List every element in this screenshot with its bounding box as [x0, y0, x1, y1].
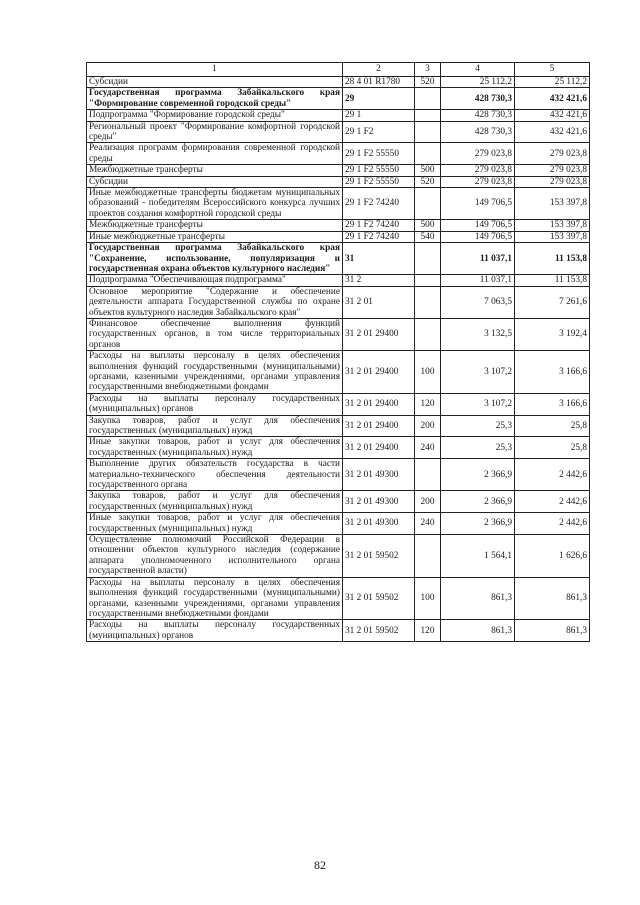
- row-code-cell: 28 4 01 R1780: [343, 77, 415, 88]
- row-value-2025-cell: 279 023,8: [441, 143, 515, 165]
- row-value-2025-cell: 279 023,8: [441, 165, 515, 176]
- row-name-cell: Основное мероприятие "Содержание и обеспечение деятельности аппарата Государственной службы по охране объектов культурного наследия Забайкальского края": [87, 286, 343, 318]
- table-row: [87, 275, 590, 286]
- row-name-cell: Финансовое обеспечение выполнения функций государственных органов, в том числе территориальных органов: [87, 318, 343, 350]
- row-vr-cell: [415, 459, 441, 491]
- table-row: [87, 243, 590, 275]
- row-code-cell: 31 2 01 49300: [343, 491, 415, 513]
- row-vr-cell: [415, 535, 441, 578]
- row-code-cell: 29 1 F2 74240: [343, 231, 415, 242]
- table-row: [87, 620, 590, 642]
- table-row: [87, 220, 590, 231]
- row-value-2026-cell: 25 112,2: [515, 77, 590, 88]
- row-value-2026-cell: 861,3: [515, 577, 590, 620]
- row-value-2025-cell: 149 706,5: [441, 188, 515, 220]
- table-row: [87, 165, 590, 176]
- col-header-1: 1: [87, 63, 343, 77]
- table-row: [87, 231, 590, 242]
- row-value-2025-cell: 25 112,2: [441, 77, 515, 88]
- row-value-2026-cell: 432 421,6: [515, 110, 590, 121]
- row-vr-cell: [415, 243, 441, 275]
- row-code-cell: 31 2 01 59502: [343, 620, 415, 642]
- row-vr-cell: [415, 188, 441, 220]
- row-code-cell: 29 1 F2 74240: [343, 220, 415, 231]
- row-value-2026-cell: 2 442,6: [515, 459, 590, 491]
- page-number: 82: [314, 858, 326, 872]
- row-value-2025-cell: 7 063,5: [441, 286, 515, 318]
- row-value-2026-cell: 3 192,4: [515, 318, 590, 350]
- col-header-5: 5: [515, 63, 590, 77]
- row-value-2026-cell: 279 023,8: [515, 143, 590, 165]
- row-code-cell: 31 2 01 49300: [343, 459, 415, 491]
- table-row: [87, 577, 590, 620]
- row-name-cell: Выполнение других обязательств государства в части материально-технического обеспечения деятельности государственного органа: [87, 459, 343, 491]
- row-value-2025-cell: 861,3: [441, 620, 515, 642]
- row-vr-cell: [415, 110, 441, 121]
- row-value-2026-cell: 861,3: [515, 620, 590, 642]
- row-value-2025-cell: 428 730,3: [441, 121, 515, 143]
- row-code-cell: 31 2 01 29400: [343, 318, 415, 350]
- row-name-cell: Расходы на выплаты персоналу в целях обеспечения выполнения функций государственными (муниципальными) органами, казенными учреждениями, органами управления государственными внебюджетными фондами: [87, 351, 343, 394]
- row-code-cell: 29: [343, 88, 415, 110]
- row-name-cell: Межбюджетные трансферты: [87, 220, 343, 231]
- row-vr-cell: 540: [415, 231, 441, 242]
- row-vr-cell: 120: [415, 620, 441, 642]
- row-name-cell: Межбюджетные трансферты: [87, 165, 343, 176]
- row-name-cell: Подпрограмма "Формирование городской среды": [87, 110, 343, 121]
- row-value-2025-cell: 3 132,5: [441, 318, 515, 350]
- row-vr-cell: [415, 286, 441, 318]
- table-body: [87, 63, 590, 642]
- table-row: [87, 491, 590, 513]
- row-name-cell: Иные межбюджетные трансферты: [87, 231, 343, 242]
- row-name-cell: Расходы на выплаты персоналу государственных (муниципальных) органов: [87, 620, 343, 642]
- row-name-cell: Расходы на выплаты персоналу в целях обеспечения выполнения функций государственными (муниципальными) органами, казенными учреждениями, органами управления государственными внебюджетными фондами: [87, 577, 343, 620]
- table-row: [87, 188, 590, 220]
- row-value-2025-cell: 25,3: [441, 437, 515, 459]
- row-name-cell: Региональный проект "Формирование комфортной городской среды": [87, 121, 343, 143]
- row-code-cell: 31 2 01: [343, 286, 415, 318]
- row-code-cell: 29 1 F2: [343, 121, 415, 143]
- row-value-2025-cell: 861,3: [441, 577, 515, 620]
- row-value-2025-cell: 25,3: [441, 415, 515, 437]
- row-value-2025-cell: 3 107,2: [441, 393, 515, 415]
- row-value-2026-cell: 432 421,6: [515, 121, 590, 143]
- row-value-2025-cell: 11 037,1: [441, 275, 515, 286]
- row-value-2026-cell: 1 626,6: [515, 535, 590, 578]
- row-value-2025-cell: 1 564,1: [441, 535, 515, 578]
- table-row: [87, 437, 590, 459]
- row-value-2026-cell: 25,8: [515, 415, 590, 437]
- row-value-2026-cell: 2 442,6: [515, 513, 590, 535]
- row-code-cell: 31 2: [343, 275, 415, 286]
- row-name-cell: Субсидии: [87, 176, 343, 187]
- row-vr-cell: [415, 275, 441, 286]
- row-vr-cell: 100: [415, 577, 441, 620]
- col-header-3: 3: [415, 63, 441, 77]
- row-vr-cell: 120: [415, 393, 441, 415]
- row-name-cell: Закупка товаров, работ и услуг для обеспечения государственных (муниципальных) нужд: [87, 491, 343, 513]
- row-vr-cell: [415, 88, 441, 110]
- row-name-cell: Государственная программа Забайкальского края "Сохранение, использование, популяризация и государственная охрана объектов культурного наследия": [87, 243, 343, 275]
- row-name-cell: Реализация программ формирования современной городской среды: [87, 143, 343, 165]
- col-header-4: 4: [441, 63, 515, 77]
- row-name-cell: Осуществление полномочий Российской Федерации в отношении объектов культурного наследия (содержание аппарата уполномоченного исполнительного органа государственной власти): [87, 535, 343, 578]
- row-name-cell: Подпрограмма "Обеспечивающая подпрограмма": [87, 275, 343, 286]
- row-name-cell: Закупка товаров, работ и услуг для обеспечения государственных (муниципальных) нужд: [87, 415, 343, 437]
- row-value-2026-cell: 153 397,8: [515, 188, 590, 220]
- row-name-cell: Государственная программа Забайкальского края "Формирование современной городской среды": [87, 88, 343, 110]
- row-vr-cell: 500: [415, 165, 441, 176]
- row-vr-cell: [415, 121, 441, 143]
- row-code-cell: 29 1 F2 74240: [343, 188, 415, 220]
- table-row: [87, 535, 590, 578]
- row-vr-cell: [415, 143, 441, 165]
- row-value-2025-cell: 428 730,3: [441, 110, 515, 121]
- row-value-2025-cell: 279 023,8: [441, 176, 515, 187]
- row-value-2025-cell: 2 366,9: [441, 459, 515, 491]
- table-row: [87, 88, 590, 110]
- row-name-cell: Иные межбюджетные трансферты бюджетам муниципальных образований - победителям Всероссийского конкурса лучших проектов создания комфортной городской среды: [87, 188, 343, 220]
- row-vr-cell: 240: [415, 437, 441, 459]
- row-code-cell: 31: [343, 243, 415, 275]
- row-value-2025-cell: 149 706,5: [441, 231, 515, 242]
- col-header-2: 2: [343, 63, 415, 77]
- row-value-2026-cell: 153 397,8: [515, 231, 590, 242]
- row-name-cell: Расходы на выплаты персоналу государственных (муниципальных) органов: [87, 393, 343, 415]
- row-vr-cell: 200: [415, 415, 441, 437]
- row-value-2025-cell: 428 730,3: [441, 88, 515, 110]
- row-code-cell: 31 2 01 59502: [343, 535, 415, 578]
- row-code-cell: 29 1: [343, 110, 415, 121]
- row-name-cell: Субсидии: [87, 77, 343, 88]
- row-vr-cell: 520: [415, 176, 441, 187]
- row-vr-cell: 520: [415, 77, 441, 88]
- row-code-cell: 31 2 01 29400: [343, 415, 415, 437]
- row-value-2025-cell: 149 706,5: [441, 220, 515, 231]
- row-value-2026-cell: 7 261,6: [515, 286, 590, 318]
- table-row: [87, 459, 590, 491]
- row-code-cell: 29 1 F2 55550: [343, 176, 415, 187]
- table-row: [87, 176, 590, 187]
- row-code-cell: 31 2 01 29400: [343, 437, 415, 459]
- table-row: [87, 110, 590, 121]
- table-row: [87, 318, 590, 350]
- row-vr-cell: 240: [415, 513, 441, 535]
- table-row: [87, 143, 590, 165]
- row-code-cell: 29 1 F2 55550: [343, 143, 415, 165]
- row-value-2026-cell: 11 153,8: [515, 243, 590, 275]
- row-code-cell: 31 2 01 59502: [343, 577, 415, 620]
- row-code-cell: 31 2 01 29400: [343, 351, 415, 394]
- table-row: [87, 393, 590, 415]
- row-value-2025-cell: 11 037,1: [441, 243, 515, 275]
- row-value-2025-cell: 2 366,9: [441, 513, 515, 535]
- table-row: [87, 351, 590, 394]
- row-value-2026-cell: 2 442,6: [515, 491, 590, 513]
- table-row: [87, 121, 590, 143]
- budget-table: [86, 62, 590, 642]
- row-value-2026-cell: 11 153,8: [515, 275, 590, 286]
- row-vr-cell: 200: [415, 491, 441, 513]
- row-vr-cell: 500: [415, 220, 441, 231]
- row-value-2026-cell: 432 421,6: [515, 88, 590, 110]
- row-value-2026-cell: 279 023,8: [515, 176, 590, 187]
- row-value-2026-cell: 279 023,8: [515, 165, 590, 176]
- row-value-2026-cell: 3 166,6: [515, 351, 590, 394]
- row-value-2026-cell: 3 166,6: [515, 393, 590, 415]
- row-vr-cell: [415, 318, 441, 350]
- row-value-2026-cell: 25,8: [515, 437, 590, 459]
- table-row: [87, 513, 590, 535]
- row-code-cell: 29 1 F2 55550: [343, 165, 415, 176]
- row-value-2026-cell: 153 397,8: [515, 220, 590, 231]
- row-value-2025-cell: 3 107,2: [441, 351, 515, 394]
- table-row: [87, 415, 590, 437]
- row-value-2025-cell: 2 366,9: [441, 491, 515, 513]
- table-row: [87, 77, 590, 88]
- row-name-cell: Иные закупки товаров, работ и услуг для обеспечения государственных (муниципальных) нужд: [87, 437, 343, 459]
- table-row: [87, 286, 590, 318]
- row-code-cell: 31 2 01 29400: [343, 393, 415, 415]
- row-vr-cell: 100: [415, 351, 441, 394]
- row-name-cell: Иные закупки товаров, работ и услуг для обеспечения государственных (муниципальных) нужд: [87, 513, 343, 535]
- row-code-cell: 31 2 01 49300: [343, 513, 415, 535]
- table-header-row: [87, 63, 590, 77]
